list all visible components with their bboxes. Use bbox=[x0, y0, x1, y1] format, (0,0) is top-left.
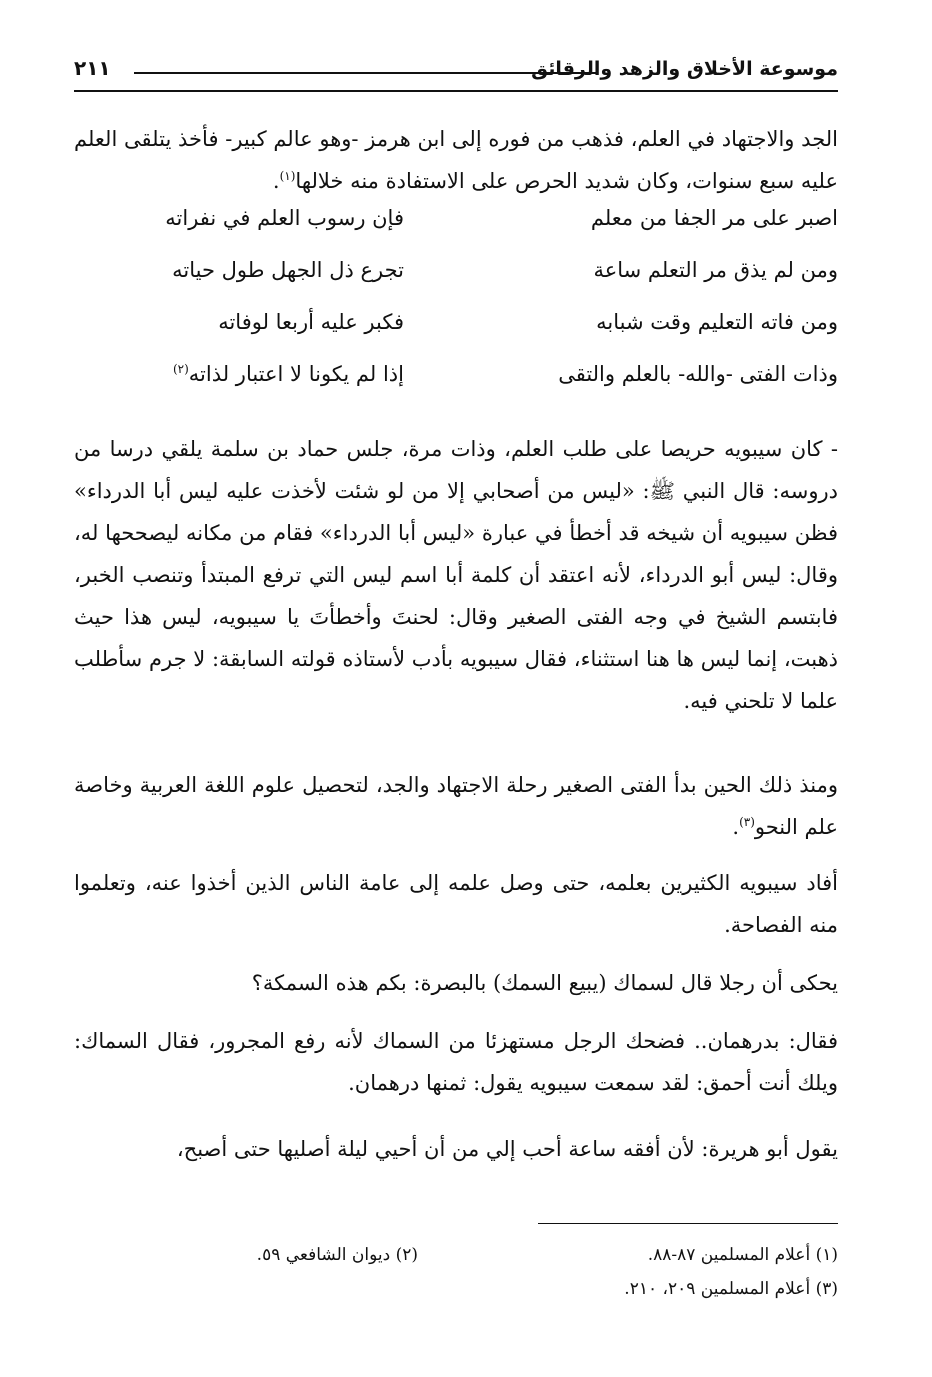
poem-verse bbox=[74, 206, 838, 258]
poem-verse bbox=[74, 362, 838, 414]
footnote-row bbox=[74, 1272, 838, 1306]
paragraph-end: . bbox=[272, 169, 280, 193]
poem bbox=[74, 206, 838, 414]
footnotes bbox=[74, 1238, 838, 1306]
footnote-ref: (٢) bbox=[172, 362, 189, 376]
paragraph-7 bbox=[74, 1128, 838, 1170]
paragraph-6 bbox=[74, 1020, 838, 1104]
verse-first-hemistich: اصبر على مر الجفا من معلم bbox=[590, 206, 838, 230]
header-rule bbox=[134, 72, 598, 74]
paragraph-text: - كان سيبويه حريصا على طلب العلم، وذات مرة، جلس حماد بن سلمة يلقي درسا من دروسه: قال النبي ﷺ: «ليس من أصحابي إلا من لو شئت لأخذت عليه ليس أبا الدرداء» فظن سيبويه أن شيخه قد أخطأ في عبارة «ليس أبا الدرداء» فقام من مكانه ليصححها له، وقال: ليس أبو الدرداء، لأنه اعتقد أن كلمة أبا اسم ليس التي ترفع المبتدأ وتنصب الخبر، فابتسم الشيخ في وجه الفتى الصغير وقال: لحنتَ وأخطأتَ يا سيبويه، ليس هذا حيث ذهبت، إنما ليس ها هنا استثناء، فقال سيبويه بأدب لأستاذه قولته السابقة: لا جرم سأطلب علما لا تلحني فيه. bbox=[74, 437, 838, 713]
footnote-rule bbox=[538, 1223, 838, 1224]
footnote-2: (٢) ديوان الشافعي ٥٩. bbox=[256, 1245, 418, 1265]
verse-first-hemistich: وذات الفتى -والله- بالعلم والتقى bbox=[558, 362, 838, 386]
verse-second-hemistich: فإن رسوب العلم في نفراته bbox=[165, 206, 404, 230]
hemistich-text: إذا لم يكونا لا اعتبار لذاته bbox=[188, 362, 404, 386]
verse-second-hemistich bbox=[74, 362, 404, 386]
page-number: ٢١١ bbox=[74, 56, 111, 80]
footnote-row bbox=[74, 1238, 838, 1272]
poem-verse bbox=[74, 258, 838, 310]
verse-first-hemistich: ومن لم يذق مر التعلم ساعة bbox=[593, 258, 838, 282]
paragraph-text: أفاد سيبويه الكثيرين بعلمه، حتى وصل علمه إلى عامة الناس الذين أخذوا عنه، وتعلموا منه الفصاحة. bbox=[74, 871, 838, 937]
footnote-1: (١) أعلام المسلمين ٨٧-٨٨. bbox=[647, 1245, 838, 1265]
footnote-ref: (١) bbox=[279, 169, 296, 183]
poem-verse bbox=[74, 310, 838, 362]
footnote-ref: (٣) bbox=[739, 815, 755, 829]
verse-second-hemistich: تجرع ذل الجهل طول حياته bbox=[172, 258, 404, 282]
paragraph-4 bbox=[74, 862, 838, 946]
paragraph-text: الجد والاجتهاد في العلم، فذهب من فوره إلى ابن هرمز -وهو عالم كبير- فأخذ يتلقى العلم عليه سبع سنوات، وكان شديد الحرص على الاستفادة منه خلالها bbox=[74, 127, 838, 193]
verse-first-hemistich: ومن فاته التعليم وقت شبابه bbox=[596, 310, 838, 334]
book-title: موسوعة الأخلاق والزهد والرقائق bbox=[531, 58, 838, 80]
paragraph-5 bbox=[74, 962, 838, 1004]
paragraph-1 bbox=[74, 118, 838, 202]
paragraph-3 bbox=[74, 764, 838, 848]
paragraph-end: . bbox=[732, 815, 740, 839]
paragraph-text: يحكى أن رجلا قال لسماك (يبيع السمك) بالبصرة: بكم هذه السمكة؟ bbox=[251, 971, 838, 995]
page-header bbox=[74, 52, 838, 92]
paragraph-text: يقول أبو هريرة: لأن أفقه ساعة أحب إلي من أن أحيي ليلة أصليها حتى أصبح، bbox=[176, 1137, 838, 1161]
footnote-3: (٣) أعلام المسلمين ٢٠٩، ٢١٠. bbox=[624, 1279, 838, 1299]
header-underline bbox=[74, 90, 838, 92]
paragraph-text: ومنذ ذلك الحين بدأ الفتى الصغير رحلة الاجتهاد والجد، لتحصيل علوم اللغة العربية وخاصة علم النحو bbox=[74, 773, 838, 839]
verse-second-hemistich: فكبر عليه أربعا لوفاته bbox=[218, 310, 404, 334]
paragraph-text: فقال: بدرهمان.. فضحك الرجل مستهزئا من السماك لأنه رفع المجرور، فقال السماك: ويلك أنت أحمق: لقد سمعت سيبويه يقول: ثمنها درهمان. bbox=[74, 1029, 838, 1095]
paragraph-2 bbox=[74, 428, 838, 722]
